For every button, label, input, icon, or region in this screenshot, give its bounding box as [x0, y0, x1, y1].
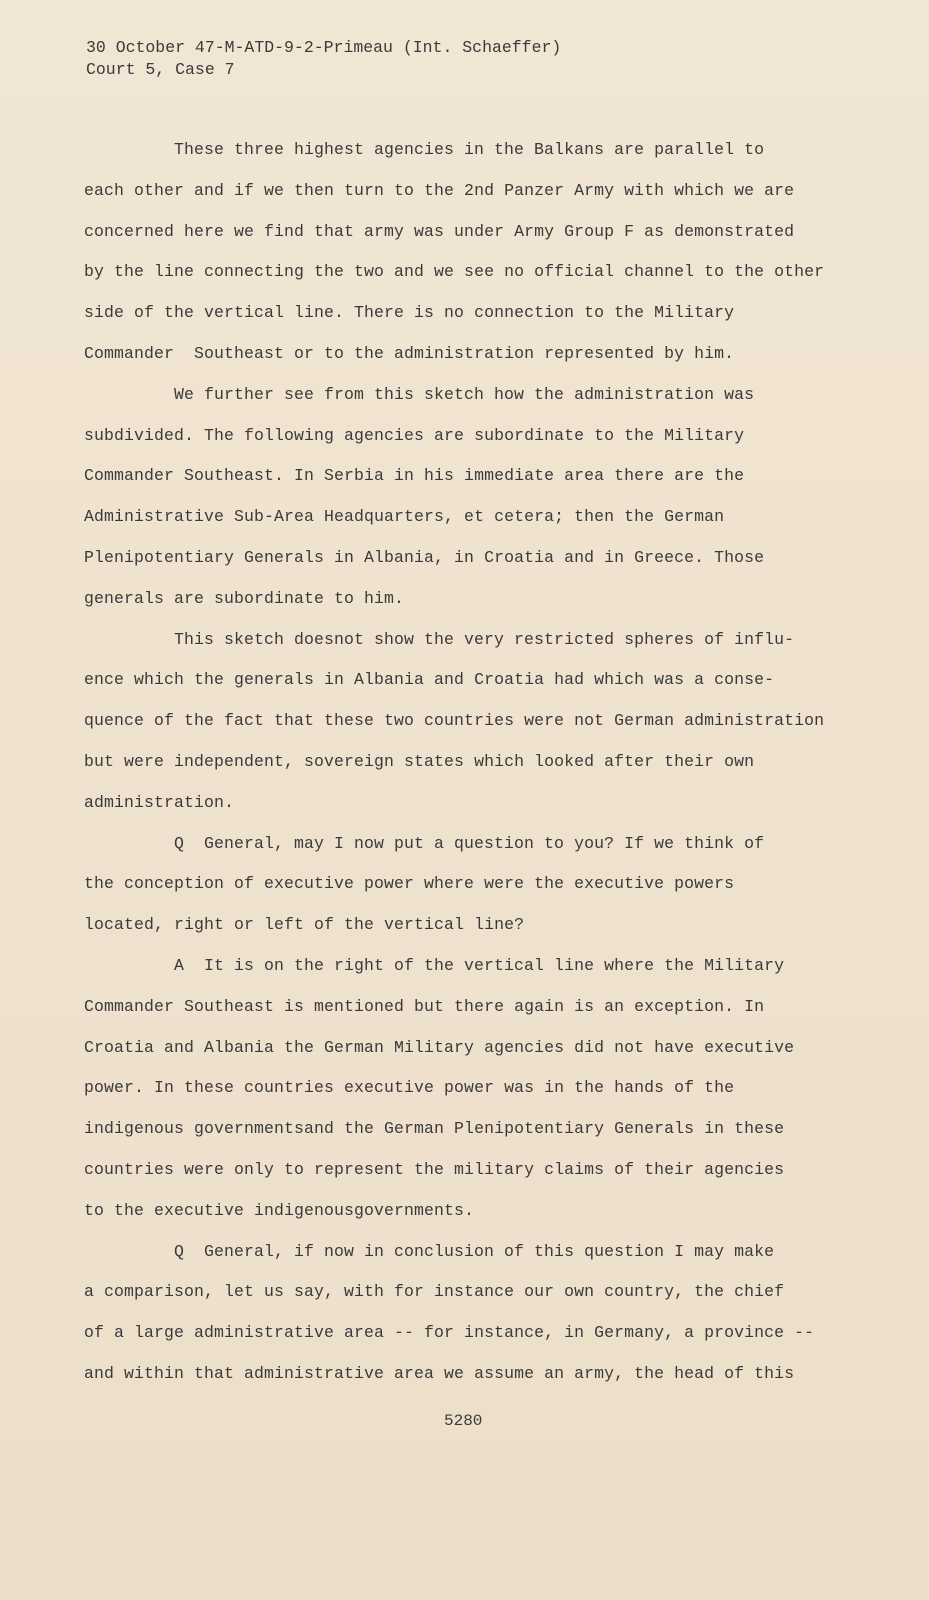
text-line: Administrative Sub-Area Headquarters, et cetera; then the German	[84, 507, 725, 527]
text-line: and within that administrative area we assume an army, the head of this	[84, 1364, 795, 1383]
text-line: generals are subordinate to him.	[84, 588, 405, 608]
text-line: administration.	[84, 792, 235, 812]
text-line: Commander Southeast or to the administration represented by him.	[84, 344, 735, 363]
text-line: Q General, may I now put a question to you? If we think of	[174, 833, 765, 853]
text-line: Plenipotentiary Generals in Albania, in Croatia and in Greece. Those	[84, 548, 765, 567]
text-line: concerned here we find that army was under Army Group F as demonstrated	[84, 221, 795, 241]
text-line: countries were only to represent the military claims of their agencies	[84, 1160, 785, 1179]
header-court-case: Court 5, Case 7	[86, 60, 235, 79]
text-line: ence which the generals in Albania and Croatia had which was a conse-	[84, 670, 775, 690]
text-line: by the line connecting the two and we see no official channel to the other	[84, 262, 825, 282]
header-date-reference: 30 October 47-M-ATD-9-2-Primeau (Int. Schaeffer)	[86, 38, 562, 57]
text-line: indigenous governmentsand the German Plenipotentiary Generals in these	[84, 1119, 785, 1139]
text-line: subdivided. The following agencies are subordinate to the Military	[84, 425, 745, 445]
text-line: This sketch doesnot show the very restricted spheres of influ-	[174, 629, 795, 649]
page-number: 5280	[444, 1412, 483, 1430]
text-line: Commander Southeast is mentioned but there again is an exception. In	[84, 996, 765, 1016]
text-line: We further see from this sketch how the administration was	[174, 384, 755, 404]
text-line: located, right or left of the vertical line?	[84, 915, 525, 935]
text-line: These three highest agencies in the Balkans are parallel to	[174, 140, 765, 159]
text-line: power. In these countries executive power was in the hands of the	[84, 1078, 735, 1098]
text-line: to the executive indigenousgovernments.	[84, 1200, 475, 1220]
text-line: A It is on the right of the vertical line where the Military	[174, 956, 785, 975]
text-line: Commander Southeast. In Serbia in his immediate area there are the	[84, 466, 745, 486]
text-line: side of the vertical line. There is no connection to the Military	[84, 303, 735, 323]
text-line: each other and if we then turn to the 2nd Panzer Army with which we are	[84, 180, 795, 200]
text-line: Croatia and Albania the German Military agencies did not have executive	[84, 1037, 795, 1057]
text-line: the conception of executive power where were the executive powers	[84, 874, 735, 894]
text-line: a comparison, let us say, with for instance our own country, the chief	[84, 1282, 785, 1302]
text-line: Q General, if now in conclusion of this question I may make	[174, 1241, 775, 1261]
text-line: quence of the fact that these two countries were not German administration	[84, 711, 825, 731]
text-line: but were independent, sovereign states which looked after their own	[84, 752, 755, 771]
text-line: of a large administrative area -- for instance, in Germany, a province --	[84, 1323, 815, 1343]
